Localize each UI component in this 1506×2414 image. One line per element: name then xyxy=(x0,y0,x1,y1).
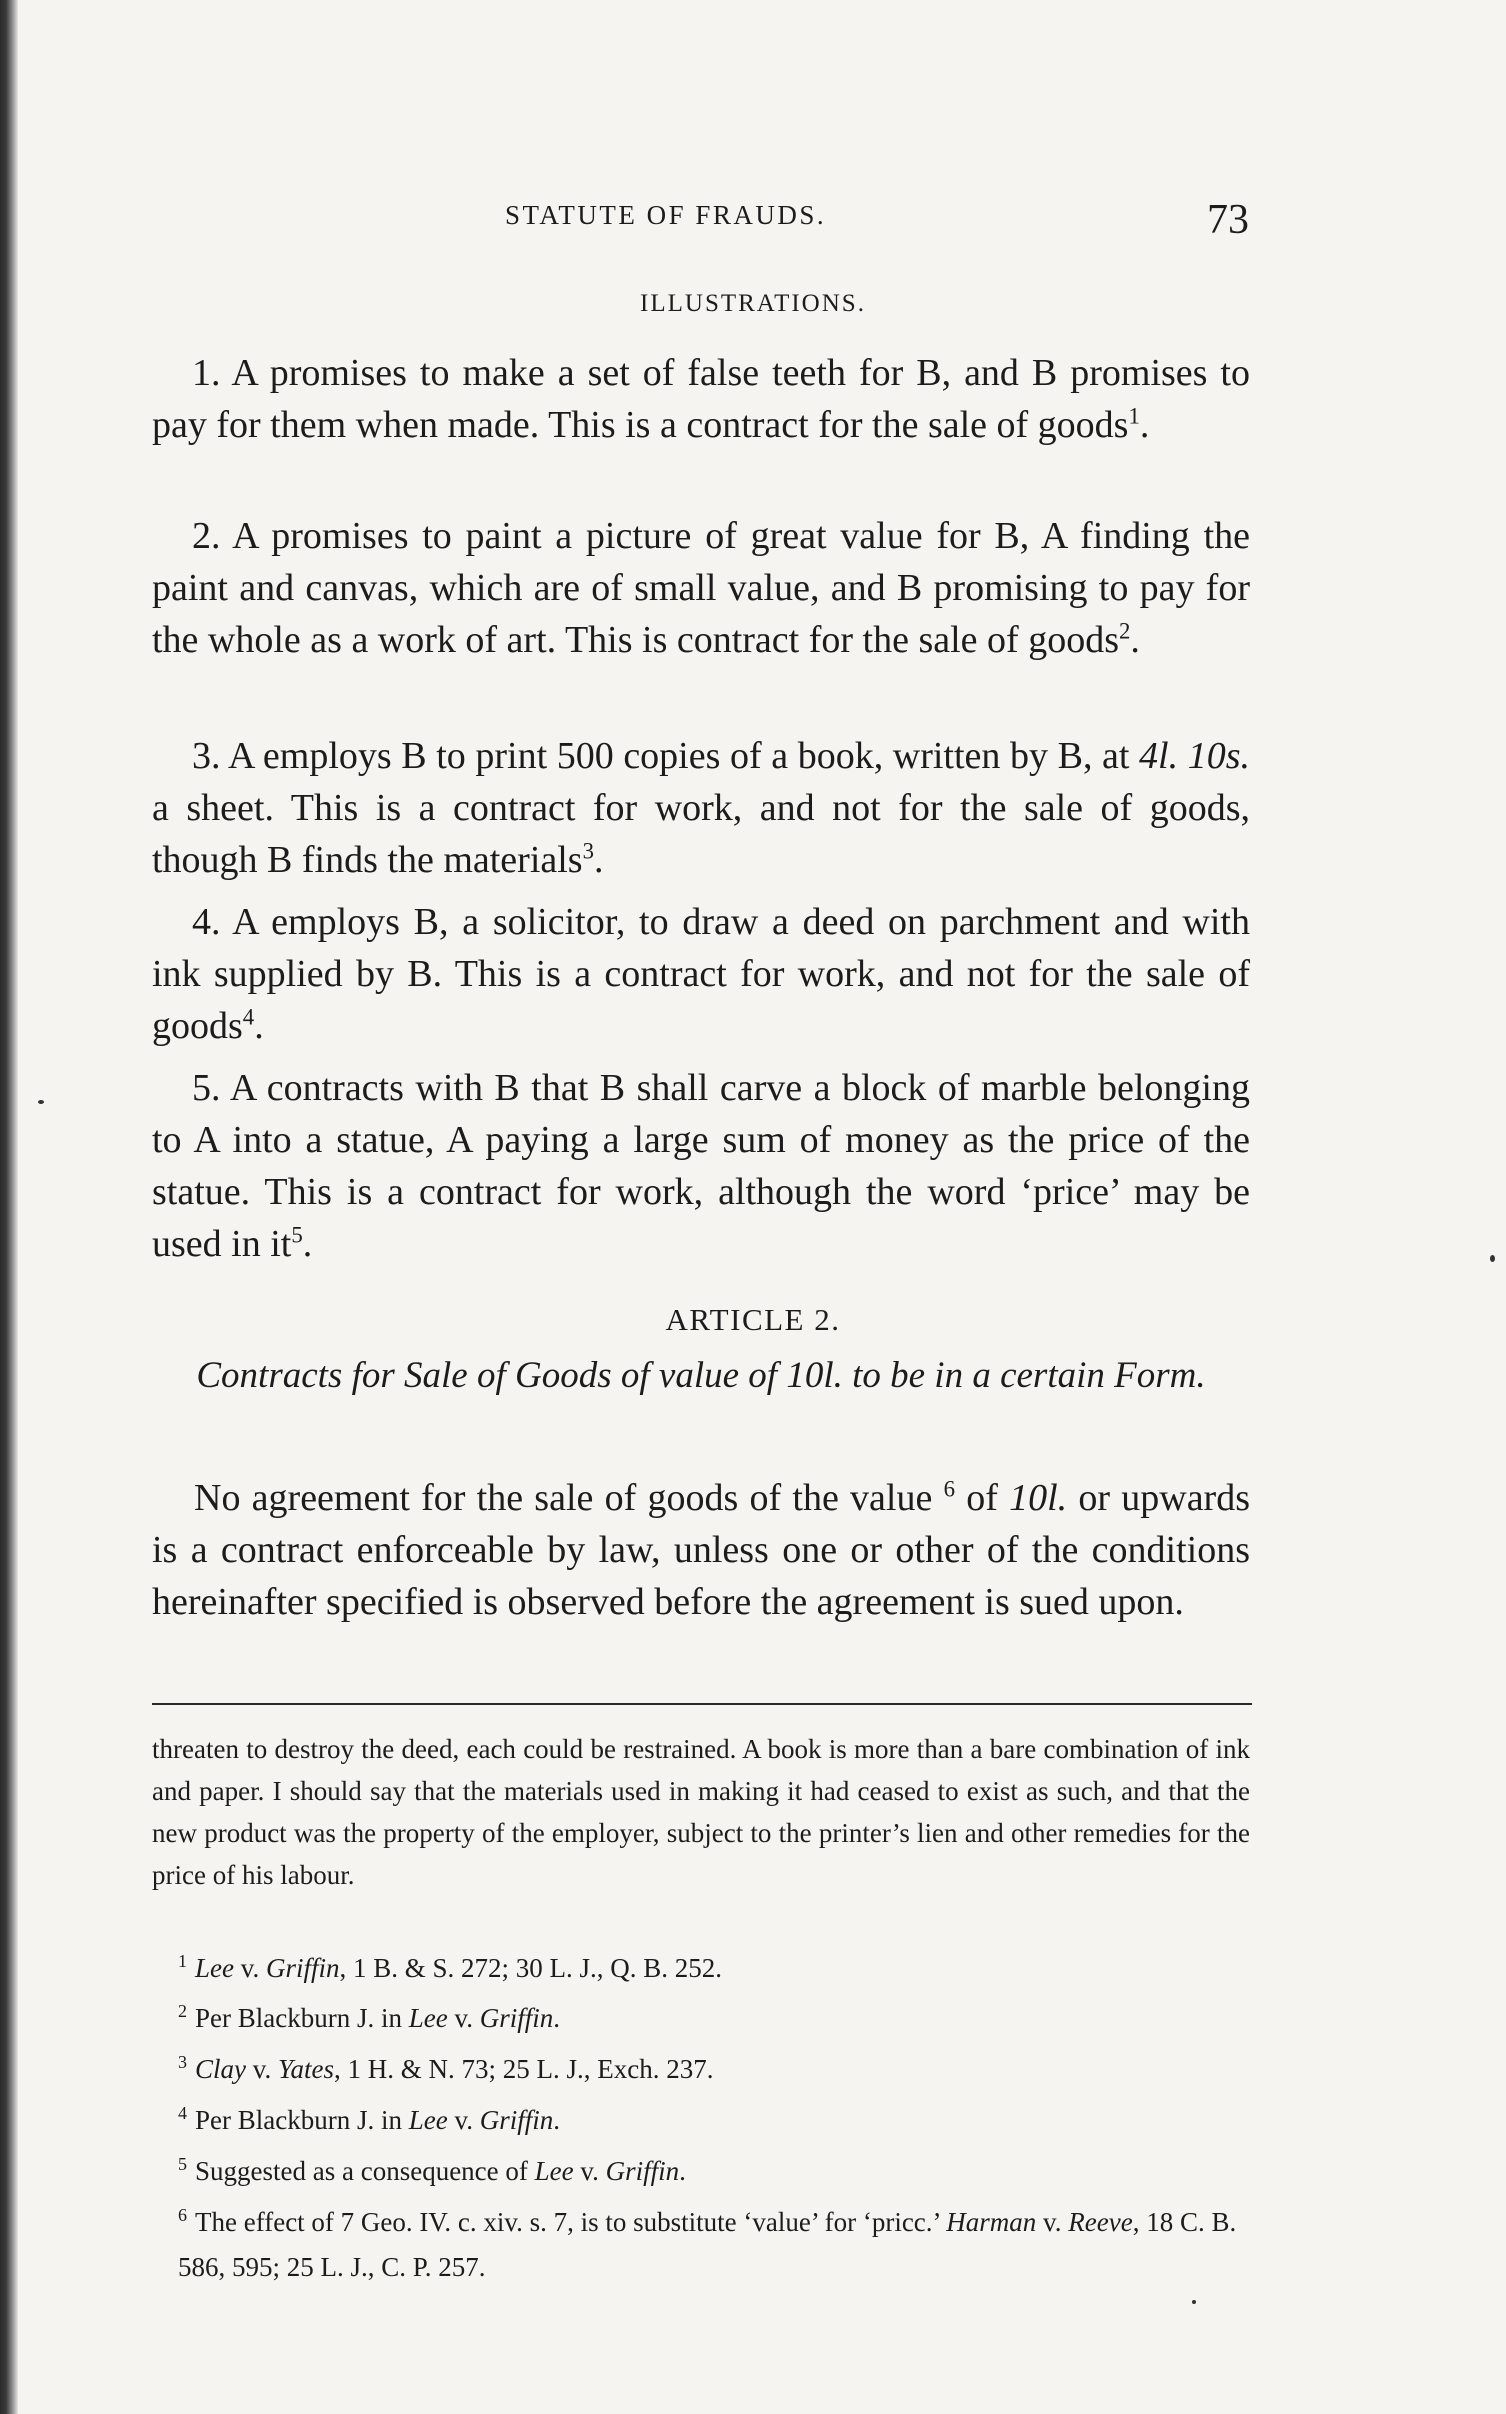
scan-speck xyxy=(1192,2300,1196,2304)
footnote-1: $^1$ Lee v. Griffin, 1 B. & S. 272; 30 L. J., Q. B. 252. xyxy=(178,1951,723,1983)
footnote-5: $^5$ Suggested as a consequence of Lee v. Griffin. xyxy=(178,2154,686,2186)
footnote-4: $^4$ Per Blackburn J. in Lee v. Griffin. xyxy=(178,2103,560,2135)
illustration-3: 3. A employs B to print 500 copies of a book, written by B, at 4l. 10s. a sheet. This is a contract for work, and not for the sale of goods, though B finds the materials$^3$. xyxy=(152,735,1250,881)
footnote-ref-4: 4 xyxy=(242,1004,255,1030)
amount-per-sheet: 4l. 10s. xyxy=(1139,735,1250,777)
article-title: Contracts for Sale of Goods of value of 10l. to be in a certain Form. xyxy=(196,1355,1206,1396)
article-heading: ARTICLE 2. xyxy=(665,1302,841,1337)
article-body: No agreement for the sale of goods of the value $^6$ of 10l. or upwards is a contract enforceable by law, unless one or other of the conditions hereinafter specified is observed before the agreement is sued upon. xyxy=(152,1476,1250,1623)
illustration-1: 1. A promises to make a set of false teeth for B, and B promises to pay for them when made. This is a contract for the sale of goods$^1$. xyxy=(152,352,1250,446)
footnote-ref-5: 5 xyxy=(291,1222,303,1248)
illustration-4: 4. A employs B, a solicitor, to draw a deed on parchment and with ink supplied by B. This is a contract for work, and not for the sale of goods$^4$. xyxy=(152,901,1250,1047)
scan-speck xyxy=(38,1100,44,1104)
footnote-ref-2: 2 xyxy=(1118,618,1131,644)
footnote-ref-1: 1 xyxy=(1128,403,1140,429)
scan-speck xyxy=(1490,1255,1495,1262)
book-spine-shadow xyxy=(0,0,18,2414)
footnote-ref-6: 6 xyxy=(943,1476,955,1502)
footnote-rule xyxy=(152,1703,1252,1705)
footnote-6: $^6$ The effect of 7 Geo. IV. c. xiv. s. 7, is to substitute ‘value’ for ‘pricc.’ Harman v. Reeve, 18 C. B. 586, 595; 25 L. J., C. P. 257. xyxy=(178,2205,1237,2282)
page-number: 73 xyxy=(1207,197,1249,243)
running-head: STATUTE OF FRAUDS. xyxy=(505,200,827,230)
footnote-3: $^3$ Clay v. Yates, 1 H. & N. 73; 25 L. J., Exch. 237. xyxy=(178,2052,714,2084)
illustration-2: 2. A promises to paint a picture of great value for B, A finding the paint and canvas, which are of small value, and B promising to pay for the whole as a work of art. This is contract for the sale of goods$^2$. xyxy=(152,515,1250,661)
illustrations-heading: ILLUSTRATIONS. xyxy=(640,290,866,317)
footnote-ref-3: 3 xyxy=(582,838,595,864)
footnote-continuation: threaten to destroy the deed, each could be restrained. A book is more than a bare combination of ink and paper. I should say that the materials used in making it had ceased to exist as such, and that the new product was the property of the employer, subject to the printer’s lien and other remedies for the price of his labour. xyxy=(152,1734,1250,1890)
footnote-2: $^2$ Per Blackburn J. in Lee v. Griffin. xyxy=(178,2001,560,2033)
illustration-5: 5. A contracts with B that B shall carve a block of marble belonging to A into a statue, A paying a large sum of money as the price of the statue. This is a contract for work, although the word ‘price’ may be used in $it^5$. xyxy=(152,1067,1250,1265)
